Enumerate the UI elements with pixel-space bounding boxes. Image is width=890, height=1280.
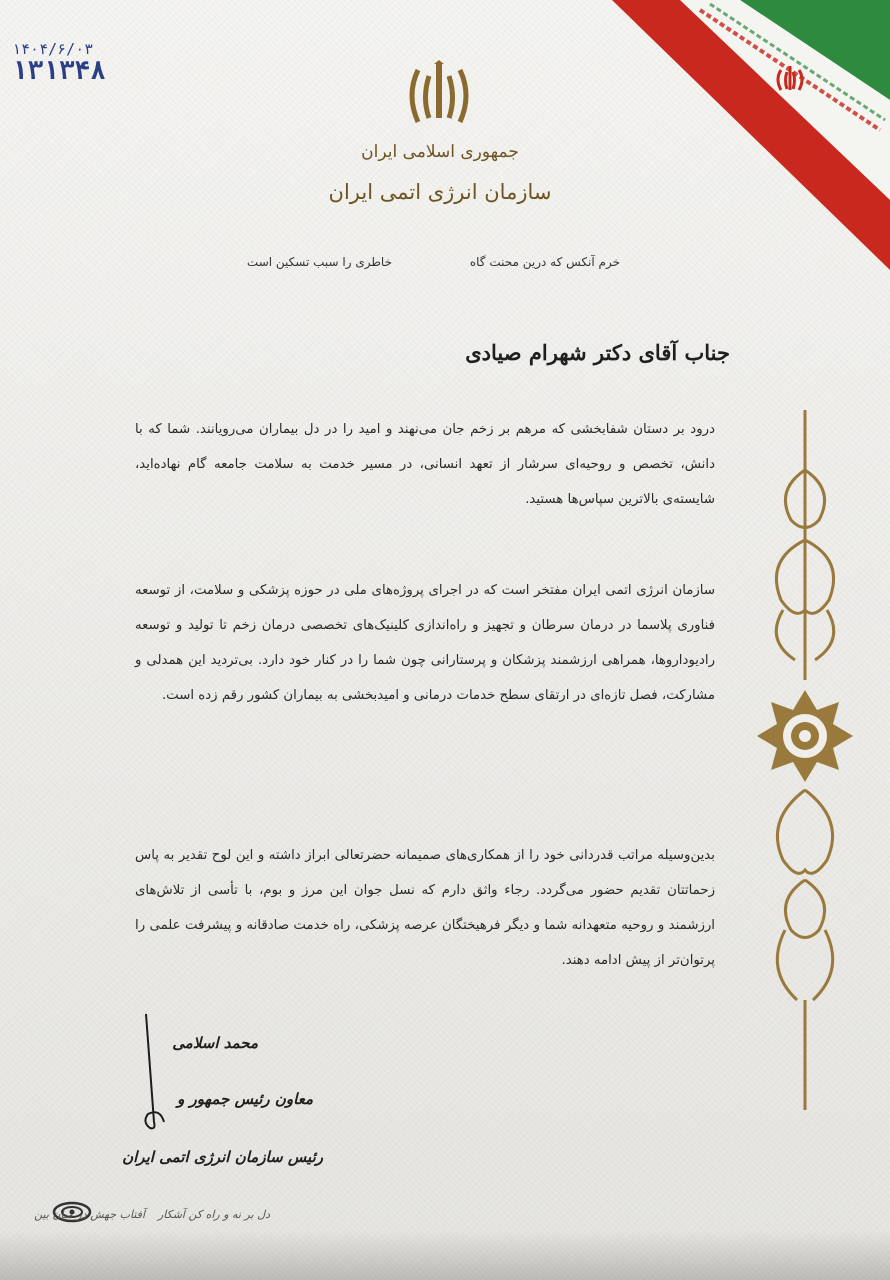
signatory-title-1: معاون رئیس جمهور و bbox=[177, 1090, 313, 1108]
recipient-name: جناب آقای دکتر شهرام صیادی bbox=[465, 340, 730, 365]
document-date: ۱۴۰۴/۶/۰۳ bbox=[12, 40, 94, 58]
ornament-icon bbox=[735, 410, 875, 1130]
national-emblem-icon bbox=[404, 60, 474, 130]
body-paragraph: بدین‌وسیله مراتب قدردانی خود را از همکاری‌های صمیمانه حضرتعالی ابراز داشته و این لوح تقدیر به پاس زحماتتان تقدیم حضور می‌گردد. رجاء واثق دارم که نسل جوان این مرز و بوم، با تأسی از تلاش‌های ارزشمند و روحیه متعهدانه شما و دیگر فرهیختگان عرصه پزشکی، راه خدمت صادقانه و پیشرفت علمی را پرتوان‌تر از پیش ادامه دهند. bbox=[135, 848, 715, 968]
body-paragraph: درود بر دستان شفابخشی که مرهم بر زخم جان می‌نهند و امید را در دل بیماران می‌رویانند. شما که با دانش، تخصص و روحیه‌ای سرشار از تعهد انسانی، در مسیر خدمت به سلامت جامعه گام نهاده‌اید، شایسته‌ی بالاترین سپاس‌ها هستید. bbox=[135, 422, 715, 507]
poem-hemistich-1: خرم آنکس که درین محنت گاه bbox=[469, 255, 620, 269]
signatory-title-2: رئیس سازمان انرژی اتمی ایران bbox=[122, 1148, 323, 1166]
signatory-name: محمد اسلامی bbox=[172, 1034, 258, 1052]
signature-icon bbox=[130, 1010, 180, 1140]
footer-slogan-1: دل بر نه و راه کن آشکار bbox=[157, 1208, 270, 1221]
header-organization: سازمان انرژی اتمی ایران bbox=[328, 180, 552, 204]
body-paragraph: سازمان انرژی اتمی ایران مفتخر است که در اجرای پروژه‌های ملی در حوزه پزشکی و سلامت، از توسعه فناوری پلاسما در درمان سرطان و تجهیز و راه‌اندازی کلینیک‌های تخصصی درمان زخم تا تولید و توسعه رادیوداروها، همراهی ارزشمند پزشکان و پرستارانی چون شما را در کنار خود دارد. بی‌تردید این همدلی و مشارکت، فصل تازه‌ای در ارتقای سطح خدمات درمانی و امیدبخشی به بیماران کشور رقم زده است. bbox=[135, 583, 715, 703]
bottom-shadow bbox=[0, 1230, 890, 1280]
document-number: ۱۳۱۳۴۸ bbox=[12, 56, 106, 86]
header-country: جمهوری اسلامی ایران bbox=[361, 142, 519, 162]
footer-slogan-2: آفتاب جهش در میان بین bbox=[34, 1208, 145, 1221]
poem-hemistich-2: خاطری را سبب تسکین است bbox=[246, 255, 392, 269]
document-number-stamp bbox=[12, 40, 106, 86]
flag-emblem-icon bbox=[773, 62, 807, 96]
